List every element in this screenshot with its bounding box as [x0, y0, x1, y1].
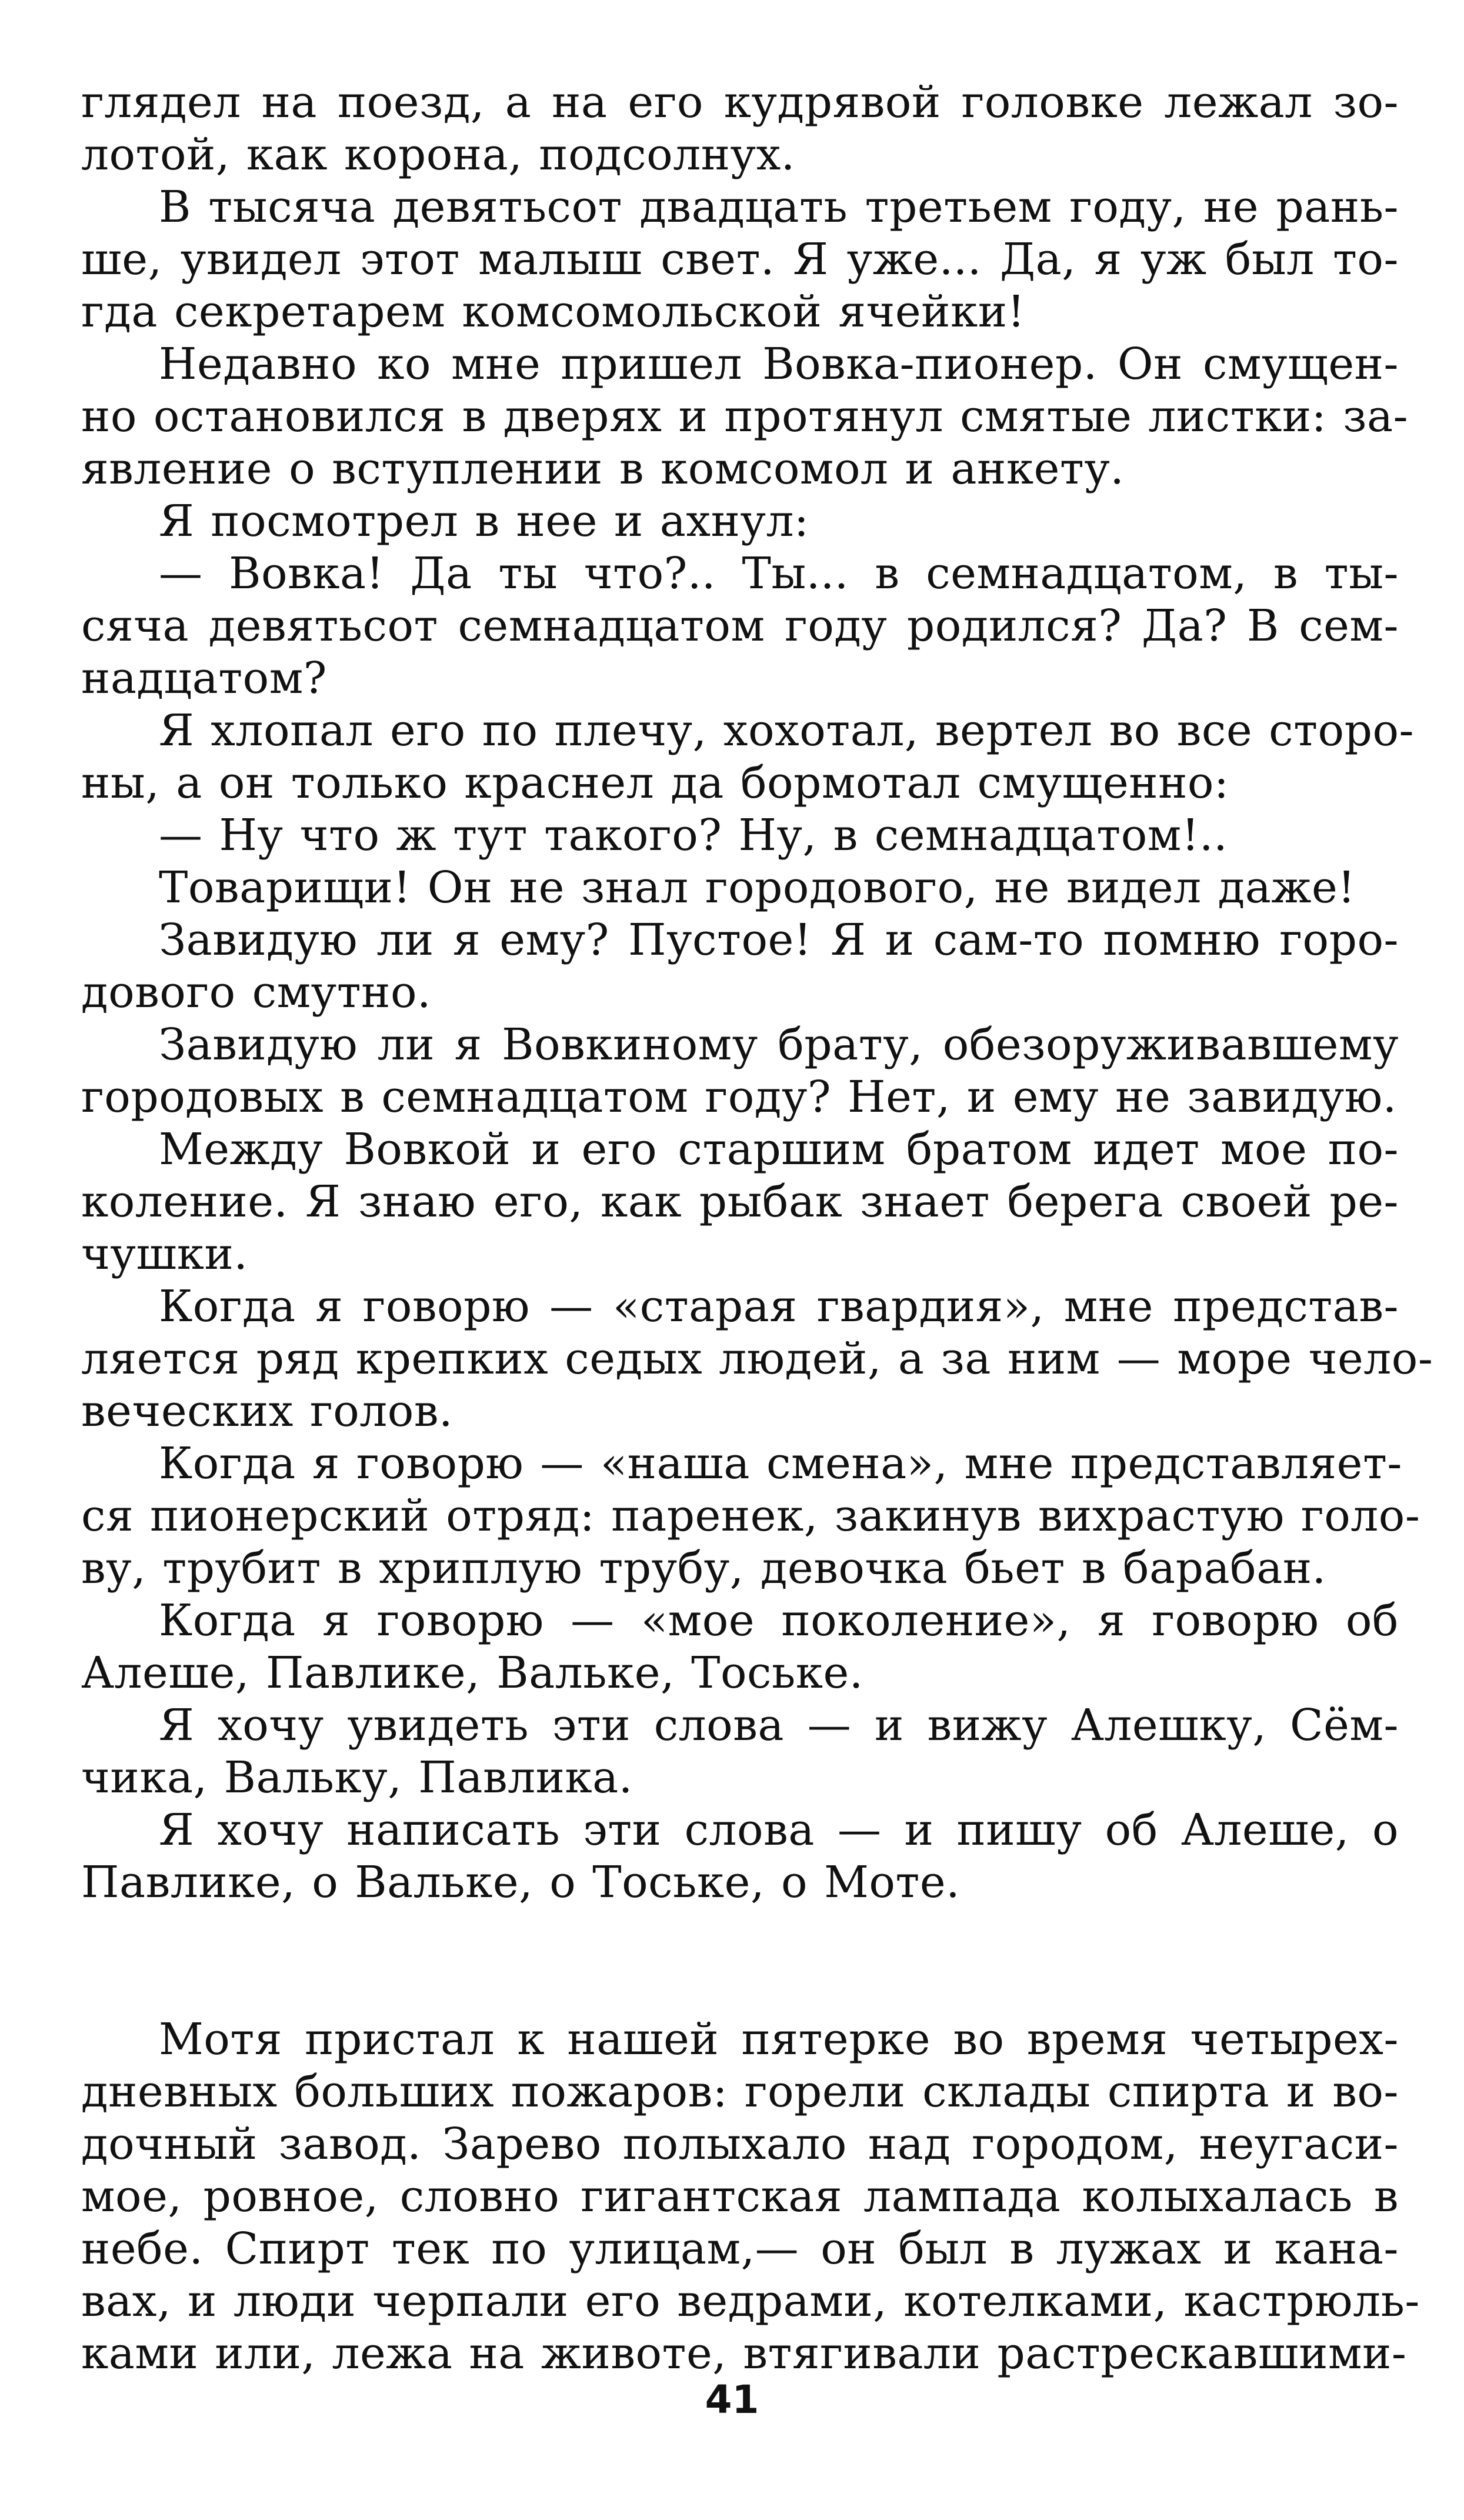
text-line: явление о вступлении в комсомол и анкету.	[81, 444, 1125, 494]
paragraph	[81, 809, 1399, 862]
paragraph	[81, 1281, 1433, 1438]
text-line: ся пионерский отряд: паренек, закинув вихрастую голо-	[81, 1491, 1420, 1541]
text-line: сяча девятьсот семнадцатом году родился? Да? В сем-	[81, 601, 1399, 651]
text-line: ками или, лежа на животе, втягивали растрескавшими-	[81, 2328, 1407, 2379]
text-block-top	[81, 76, 1433, 1909]
text-line: дневных больших пожаров: горели склады спирта и во-	[81, 2066, 1399, 2117]
text-line: Мотя пристал к нашей пятерке во время четырех-	[159, 2014, 1399, 2065]
paragraph	[81, 1124, 1399, 1281]
paragraph	[81, 705, 1414, 809]
text-line: ше, увидел этот малыш свет. Я уже... Да, я уж был то-	[81, 234, 1399, 285]
paragraph	[81, 1804, 1399, 1909]
text-line: глядел на поезд, а на его кудрявой головке лежал зо-	[81, 77, 1399, 128]
text-line: Завидую ли я ему? Пустое! Я и сам-то помню горо-	[159, 915, 1399, 965]
text-line: Алеше, Павлике, Вальке, Тоське.	[81, 1648, 863, 1698]
section-break	[81, 1909, 1399, 2014]
paragraph	[81, 914, 1399, 1019]
paragraph	[81, 862, 1399, 914]
paragraph	[81, 548, 1399, 705]
text-line: Когда я говорю — «старая гвардия», мне представ-	[159, 1281, 1399, 1332]
text-line: Когда я говорю — «мое поколение», я говорю об	[159, 1595, 1399, 1646]
text-line: Павлике, о Вальке, о Тоське, о Моте.	[81, 1857, 961, 1908]
paragraph	[81, 338, 1409, 495]
text-line: дочный завод. Зарево полыхало над городом, неугаси-	[81, 2119, 1399, 2169]
text-line: Я хочу увидеть эти слова — и вижу Алешку, Сём-	[159, 1700, 1399, 1751]
text-line: Товарищи! Он не знал городового, не видел даже!	[159, 862, 1356, 913]
text-line: ны, а он только краснел да бормотал смущенно:	[81, 758, 1229, 808]
text-line: дового смутно.	[81, 967, 432, 1018]
text-line: надцатом?	[81, 653, 327, 704]
text-line: Завидую ли я Вовкиному брату, обезоруживавшему	[159, 1019, 1399, 1070]
text-line: мое, ровное, словно гигантская лампада колыхалась в	[81, 2171, 1399, 2222]
paragraph	[81, 181, 1399, 338]
text-line: коление. Я знаю его, как рыбак знает берега своей ре-	[81, 1176, 1399, 1227]
page-body	[81, 76, 1433, 2380]
text-line: чушки.	[81, 1229, 248, 1279]
paragraph	[81, 1438, 1420, 1595]
text-line: небе. Спирт тек по улицам,— он был в лужах и кана-	[81, 2224, 1399, 2274]
text-line: ляется ряд крепких седых людей, а за ним — море чело-	[81, 1334, 1433, 1384]
text-line: лотой, как корона, подсолнух.	[81, 129, 795, 180]
text-line: Когда я говорю — «наша смена», мне представляет-	[159, 1438, 1402, 1489]
text-line: — Ну что ж тут такого? Ну, в семнадцатом!..	[159, 810, 1228, 861]
paragraph	[81, 495, 1399, 548]
text-line: но остановился в дверях и протянул смятые листки: за-	[81, 391, 1409, 442]
paragraph	[81, 1019, 1399, 1124]
text-line: Недавно ко мне пришел Вовка-пионер. Он смущен-	[159, 339, 1399, 389]
text-line: гда секретарем комсомольской ячейки!	[81, 286, 1025, 337]
text-line: вах, и люди черпали его ведрами, котелками, кастрюль-	[81, 2276, 1420, 2326]
text-line: ву, трубит в хриплую трубу, девочка бьет в барабан.	[81, 1543, 1326, 1594]
paragraph	[81, 76, 1399, 181]
text-line: городовых в семнадцатом году? Нет, и ему не завидую.	[81, 1072, 1397, 1122]
paragraph	[81, 1699, 1399, 1804]
paragraph	[81, 1595, 1399, 1699]
text-line: — Вовка! Да ты что?.. Ты... в семнадцатом, в ты-	[159, 548, 1399, 599]
text-line: Я хлопал его по плечу, хохотал, вертел во все сторо-	[159, 705, 1414, 756]
text-line: веческих голов.	[81, 1386, 453, 1436]
text-block-bottom	[81, 2014, 1420, 2380]
text-line: В тысяча девятьсот двадцать третьем году, не рань-	[159, 182, 1399, 232]
page-number: 41	[705, 2377, 759, 2422]
text-line: Между Вовкой и его старшим братом идет мое по-	[159, 1124, 1399, 1175]
text-line: Я хочу написать эти слова — и пишу об Алеше, о	[159, 1805, 1399, 1855]
text-line: Я посмотрел в нее и ахнул:	[159, 496, 809, 546]
text-line: чика, Вальку, Павлика.	[81, 1752, 633, 1803]
paragraph	[81, 2014, 1420, 2380]
